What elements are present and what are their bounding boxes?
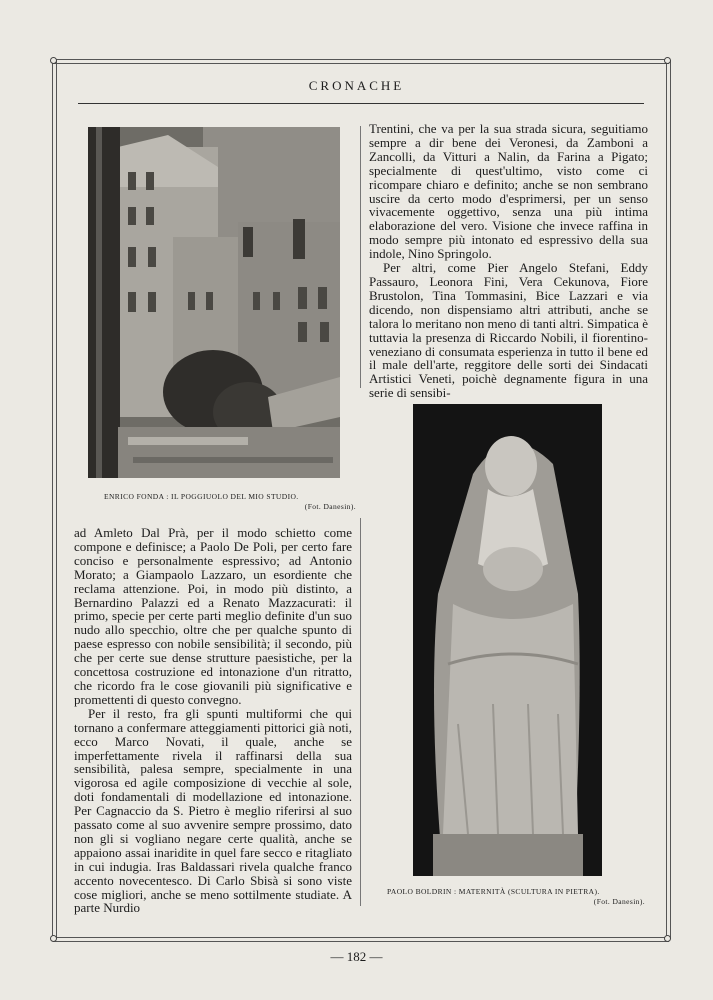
corner-ornament (664, 935, 671, 942)
sculpture-illustration (413, 404, 602, 876)
header-rule (78, 103, 644, 104)
frame-left-rule (52, 60, 57, 939)
painting-illustration (88, 127, 340, 478)
page-number: — 182 — (330, 949, 383, 964)
painting-photo-credit: (Fot. Danesin). (304, 502, 356, 511)
sculpture-photo-credit: (Fot. Danesin). (593, 897, 645, 906)
corner-ornament (664, 57, 671, 64)
frame-top-rule (53, 59, 669, 64)
paragraph: Per altri, come Pier Angelo Stefani, Eddy Passauro, Leonora Fini, Vera Cekunova, Fiore Brustolon, Tina Tommasini, Bice Lazzari e via dicendo, non dispensiamo altri attributi, anche se talora lo meritano non meno di tanti altri. Simpatica è tuttavia la presenza di Riccardo Nobili, il fiorentino-veneziano di consumata esperienza in tutto il bene ed il male dell'arte, reggitore delle sorti dei Sindacati Artistici Veneti, poichè degnamente figura in una serie di sensibi- (369, 260, 648, 401)
right-column-text (369, 122, 648, 400)
paragraph: Trentini, che va per la sua strada sicura, seguitiamo sempre a dir bene dei Veronesi, da Zamboni a Zancolli, da Vitturi a Nalin, da Farina a Pigato; specialmente di quest'ultimo, visto come ci ricompare chiaro e definito; anche se non sembrano uscire da certo modo d'esprimersi, per un senso vivacemente oggettivo, senza una più intima elaborazione del vero. Visione che invece raffina in modo sempre più intonato ed espressivo della sua indole, Nino Springolo. (369, 121, 648, 262)
corner-ornament (50, 57, 57, 64)
painting-caption (104, 492, 356, 512)
paragraph: Per il resto, fra gli spunti multiformi che qui tornano a confermare atteggiamenti pittorici già noti, ecco Marco Novati, il quale, anche se imperfettamente rivela il raffinarsi della sua sensibilità, palesa sempre, specialmente in una vigorosa ed agile composizione di vecchie al sole, doti fondamentali di modellazione ed intonazione. Per Cagnaccio da S. Pietro è meglio riferirsi al suo passato come al suo avvenire sempre prossimo, dato non gli si vogliano negare certe qualità, anche se appaiono assai inaridite in quel fare secco e ritagliato in cui indugia. Iras Baldassari rivela qualche franco accento novecentesco. Di Carlo Sbisà si sono viste cose migliori, anche se meno sottilmente studiate. A parte Nurdio (74, 705, 352, 916)
column-divider (360, 126, 361, 388)
painting-caption-text: ENRICO FONDA : IL POGGIUOLO DEL MIO STUDIO. (104, 492, 299, 501)
left-column-text (74, 526, 352, 915)
column-divider (360, 518, 361, 906)
corner-ornament (50, 935, 57, 942)
running-head: CRONACHE (308, 78, 405, 93)
sculpture-caption (387, 887, 645, 907)
paragraph: ad Amleto Dal Prà, per il modo schietto come compone e definisce; a Paolo De Poli, per certo fare conciso e personalmente espressivo; ad Antonio Morato; a Giampaolo Lazzaro, un esordiente che reclama attenzione. Poi, in modo più distinto, a Bernardino Palazzi ed a Renato Mazzacurati: il primo, specie per certe parti meglio definite d'un suo nudo allo specchio, oltre che per qualche spunto di paese espresso con nobile sensibilità; il secondo, più che per certe sue dense strutture paesistiche, per la concettosa costruzione ed intonazione d'un ritratto, che ricordo fra le cose giovanili più significative e promettenti di questo convegno. (74, 525, 352, 707)
painting-photo (88, 127, 340, 478)
frame-right-rule (666, 60, 671, 939)
sculpture-photo (413, 404, 602, 876)
sculpture-caption-text: PAOLO BOLDRIN : MATERNITÀ (SCULTURA IN PIETRA). (387, 887, 600, 896)
frame-bottom-rule (53, 937, 669, 942)
